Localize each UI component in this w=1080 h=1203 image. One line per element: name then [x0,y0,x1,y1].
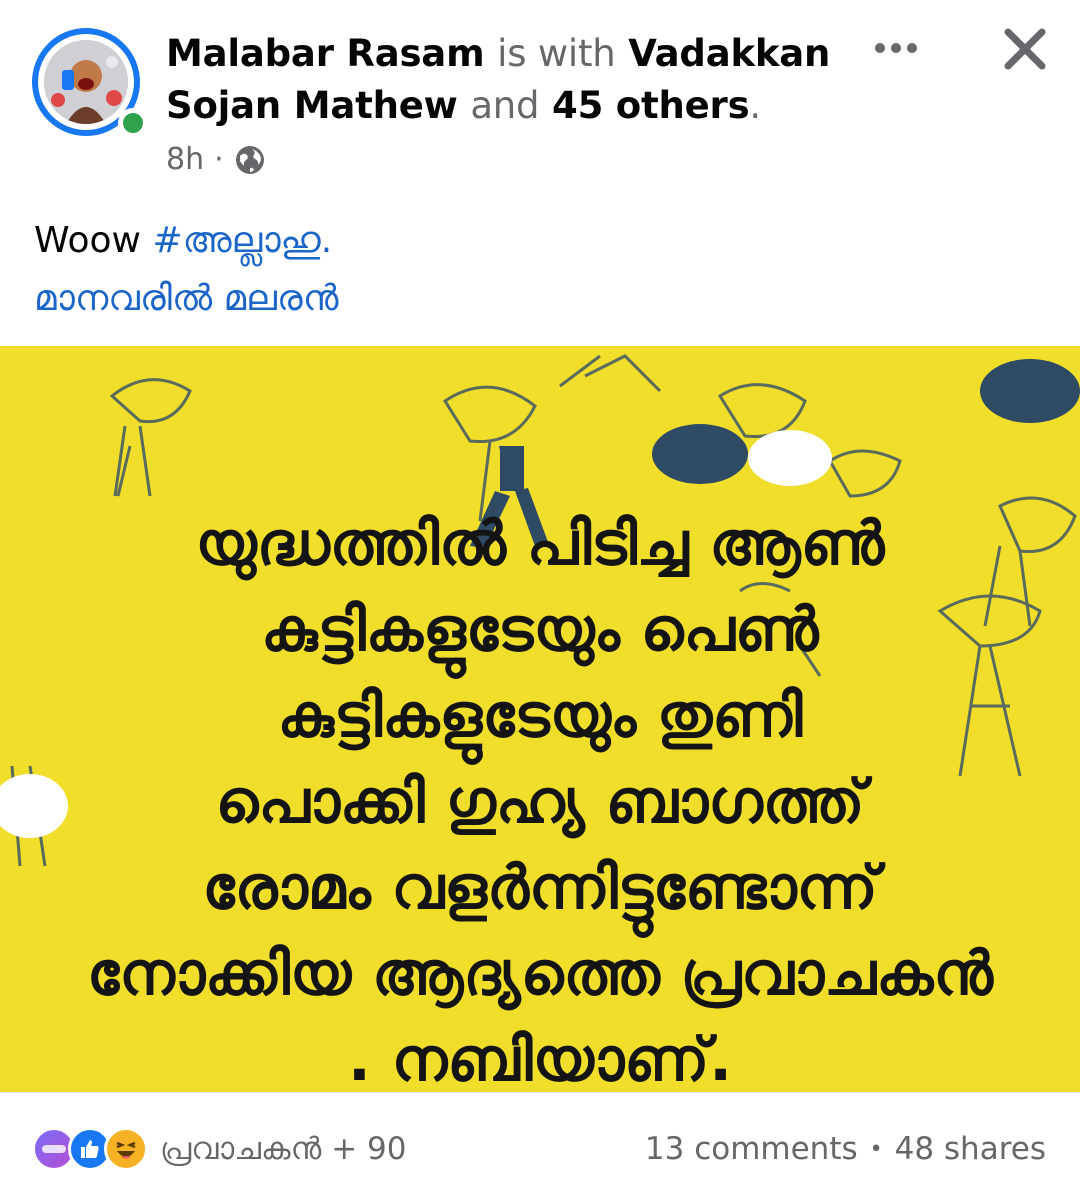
meta-dot: · [214,142,224,177]
post-meta [166,142,266,177]
shares-count[interactable]: 48 shares [894,1131,1046,1167]
more-dots-icon [872,42,920,54]
others-link[interactable]: 45 others [552,84,750,127]
with-text: is with [497,32,616,75]
image-text-line: കുട്ടികളുടേയും തുണി [277,681,803,751]
post-footer [0,1092,1080,1203]
comments-count[interactable]: 13 comments [644,1131,858,1167]
image-text-line: . നബിയാണ്. [348,1025,732,1092]
post-text-prefix: Woow [34,220,141,261]
post-header [0,0,1080,190]
globe-icon[interactable] [234,144,266,176]
avatar-image [44,40,128,124]
post-time[interactable]: 8h [166,142,205,177]
stats-separator: • [869,1136,883,1162]
post-stats [645,1131,1046,1167]
image-text-line: കുട്ടികളുടേയും പെൺ [261,595,819,665]
online-status-dot [118,108,148,138]
end-period: . [749,84,761,127]
reactions-summary[interactable] [32,1127,406,1171]
post-image[interactable] [0,346,1080,1092]
post-text-line2[interactable]: മാനവരിൽ മലരൻ [34,278,339,319]
reaction-label: പ്രവാചകൻ + 90 [160,1130,407,1167]
tagged-person[interactable]: Vadakkan Sojan Mathew [166,32,831,127]
post-text [34,212,1034,328]
post-title [166,28,856,132]
and-text: and [470,84,540,127]
image-text-block [0,501,1080,1092]
close-button[interactable] [998,22,1052,76]
haha-icon [104,1127,148,1171]
image-text-line: നോക്കിയ ആദ്യത്തെ പ്രവാചകൻ [87,939,993,1009]
hashtag-link[interactable]: #അല്ലാഹു. [152,220,333,261]
image-text-line: പൊക്കി ഗുഹ്യ ബാഗത്ത് [215,767,865,837]
image-text-line: യുദ്ധത്തിൽ പിടിച്ച ആൺ [195,509,885,579]
more-options-button[interactable] [868,30,924,66]
author-name[interactable]: Malabar Rasam [166,32,485,75]
close-icon [998,22,1052,76]
image-text-line: രോമം വളർന്നിട്ടുണ്ടോന്ന് [202,853,878,923]
avatar[interactable] [32,28,142,138]
